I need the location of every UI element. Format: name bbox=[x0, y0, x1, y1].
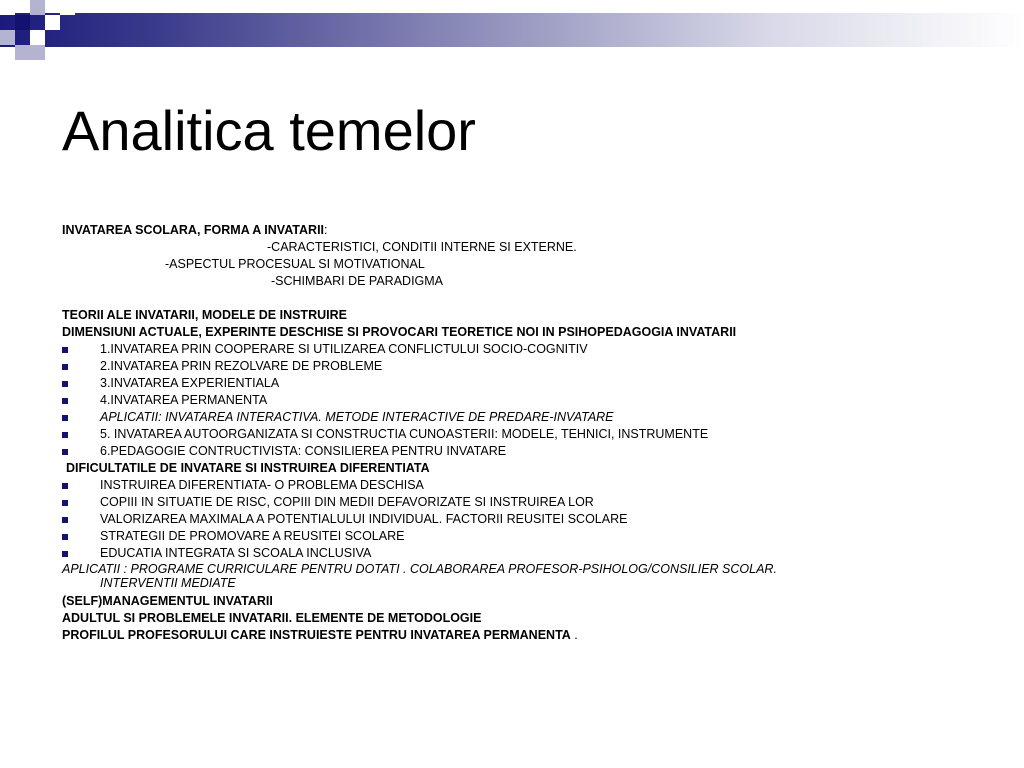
square-bullet-icon bbox=[62, 415, 68, 421]
list-item bbox=[62, 494, 962, 511]
list-item bbox=[62, 443, 962, 460]
square-bullet-icon bbox=[62, 500, 68, 506]
list-item bbox=[62, 511, 962, 528]
topic-heading: PROFILUL PROFESORULUI CARE INSTRUIESTE PENTRU INVATAREA PERMANENTA bbox=[62, 628, 571, 642]
topic-heading: DIFICULTATILE DE INVATARE SI INSTRUIREA DIFERENTIATA bbox=[66, 461, 430, 475]
decor-square bbox=[60, 0, 75, 15]
square-bullet-icon bbox=[62, 364, 68, 370]
applications-note-line1: APLICATII : PROGRAME CURRICULARE PENTRU DOTATI . COLABORAREA PROFESOR-PSIHOLOG/CONSILIER SCOLAR. bbox=[62, 562, 777, 576]
list-item-text: 2.INVATAREA PRIN REZOLVARE DE PROBLEME bbox=[100, 359, 383, 373]
list-item-text: 5. INVATAREA AUTOORGANIZATA SI CONSTRUCTIA CUNOASTERII: MODELE, TEHNICI, INSTRUMENTE bbox=[100, 427, 709, 441]
topic-colon: : bbox=[324, 223, 328, 237]
list-item bbox=[62, 341, 962, 358]
list-item-text: COPIII IN SITUATIE DE RISC, COPIII DIN MEDII DEFAVORIZATE SI INSTRUIREA LOR bbox=[100, 495, 594, 509]
topic-end: . bbox=[570, 628, 578, 642]
square-bullet-icon bbox=[62, 398, 68, 404]
list-item-text: 3.INVATAREA EXPERIENTIALA bbox=[100, 376, 280, 390]
topic-line bbox=[62, 222, 962, 239]
list-item-text: INSTRUIREA DIFERENTIATA- O PROBLEMA DESCHISA bbox=[100, 478, 424, 492]
list-item bbox=[62, 409, 962, 426]
sub-line bbox=[62, 273, 962, 290]
spacer bbox=[62, 290, 962, 307]
list-item bbox=[62, 545, 962, 562]
topic-heading: TEORII ALE INVATARII, MODELE DE INSTRUIRE bbox=[62, 308, 347, 322]
list-item-text: VALORIZAREA MAXIMALA A POTENTIALULUI INDIVIDUAL. FACTORII REUSITEI SCOLARE bbox=[100, 512, 628, 526]
list-item bbox=[62, 528, 962, 545]
topic-line bbox=[62, 627, 962, 644]
list-item-text: APLICATII: INVATAREA INTERACTIVA. METODE INTERACTIVE DE PREDARE-INVATARE bbox=[100, 410, 614, 424]
list-item bbox=[62, 358, 962, 375]
decor-square bbox=[30, 0, 45, 15]
decor-square bbox=[45, 15, 60, 30]
square-bullet-icon bbox=[62, 483, 68, 489]
topic-heading: DIMENSIUNI ACTUALE, EXPERINTE DESCHISE SI PROVOCARI TEORETICE NOI IN PSIHOPEDAGOGIA INVATARII bbox=[62, 325, 737, 339]
list-item-text: STRATEGII DE PROMOVARE A REUSITEI SCOLARE bbox=[100, 529, 405, 543]
slide-body bbox=[62, 222, 962, 644]
decor-square bbox=[30, 45, 45, 60]
sub-item: -SCHIMBARI DE PARADIGMA bbox=[271, 274, 444, 288]
decor-square bbox=[15, 15, 30, 30]
square-bullet-icon bbox=[62, 534, 68, 540]
topic-heading: INVATAREA SCOLARA, FORMA A INVATARII bbox=[62, 223, 325, 237]
list-item bbox=[62, 426, 962, 443]
sub-item: -CARACTERISTICI, CONDITII INTERNE SI EXTERNE. bbox=[267, 240, 577, 254]
square-bullet-icon bbox=[62, 347, 68, 353]
list-item-text: EDUCATIA INTEGRATA SI SCOALA INCLUSIVA bbox=[100, 546, 372, 560]
square-bullet-icon bbox=[62, 381, 68, 387]
list-item-text: 6.PEDAGOGIE CONTRUCTIVISTA: CONSILIEREA PENTRU INVATARE bbox=[100, 444, 507, 458]
applications-note bbox=[62, 562, 962, 593]
list-item-text: 4.INVATAREA PERMANENTA bbox=[100, 393, 268, 407]
topic-heading: (SELF)MANAGEMENTUL INVATARII bbox=[62, 594, 273, 608]
header-gradient-band bbox=[0, 13, 1024, 47]
square-bullet-icon bbox=[62, 551, 68, 557]
sub-item: -ASPECTUL PROCESUAL SI MOTIVATIONAL bbox=[165, 257, 425, 271]
list-item bbox=[62, 392, 962, 409]
decor-square bbox=[30, 30, 45, 45]
sub-line bbox=[62, 256, 962, 273]
sub-line bbox=[62, 239, 962, 256]
decor-square bbox=[15, 45, 30, 60]
decor-square bbox=[0, 30, 15, 45]
slide-title: Analitica temelor bbox=[62, 99, 476, 162]
list-item bbox=[62, 477, 962, 494]
square-bullet-icon bbox=[62, 432, 68, 438]
square-bullet-icon bbox=[62, 517, 68, 523]
decor-square bbox=[0, 0, 15, 15]
square-bullet-icon bbox=[62, 449, 68, 455]
list-item-text: 1.INVATAREA PRIN COOPERARE SI UTILIZAREA CONFLICTULUI SOCIO-COGNITIV bbox=[100, 342, 588, 356]
applications-note-line2: INTERVENTII MEDIATE bbox=[100, 576, 236, 590]
topic-heading: ADULTUL SI PROBLEMELE INVATARII. ELEMENTE DE METODOLOGIE bbox=[62, 611, 482, 625]
list-item bbox=[62, 375, 962, 392]
